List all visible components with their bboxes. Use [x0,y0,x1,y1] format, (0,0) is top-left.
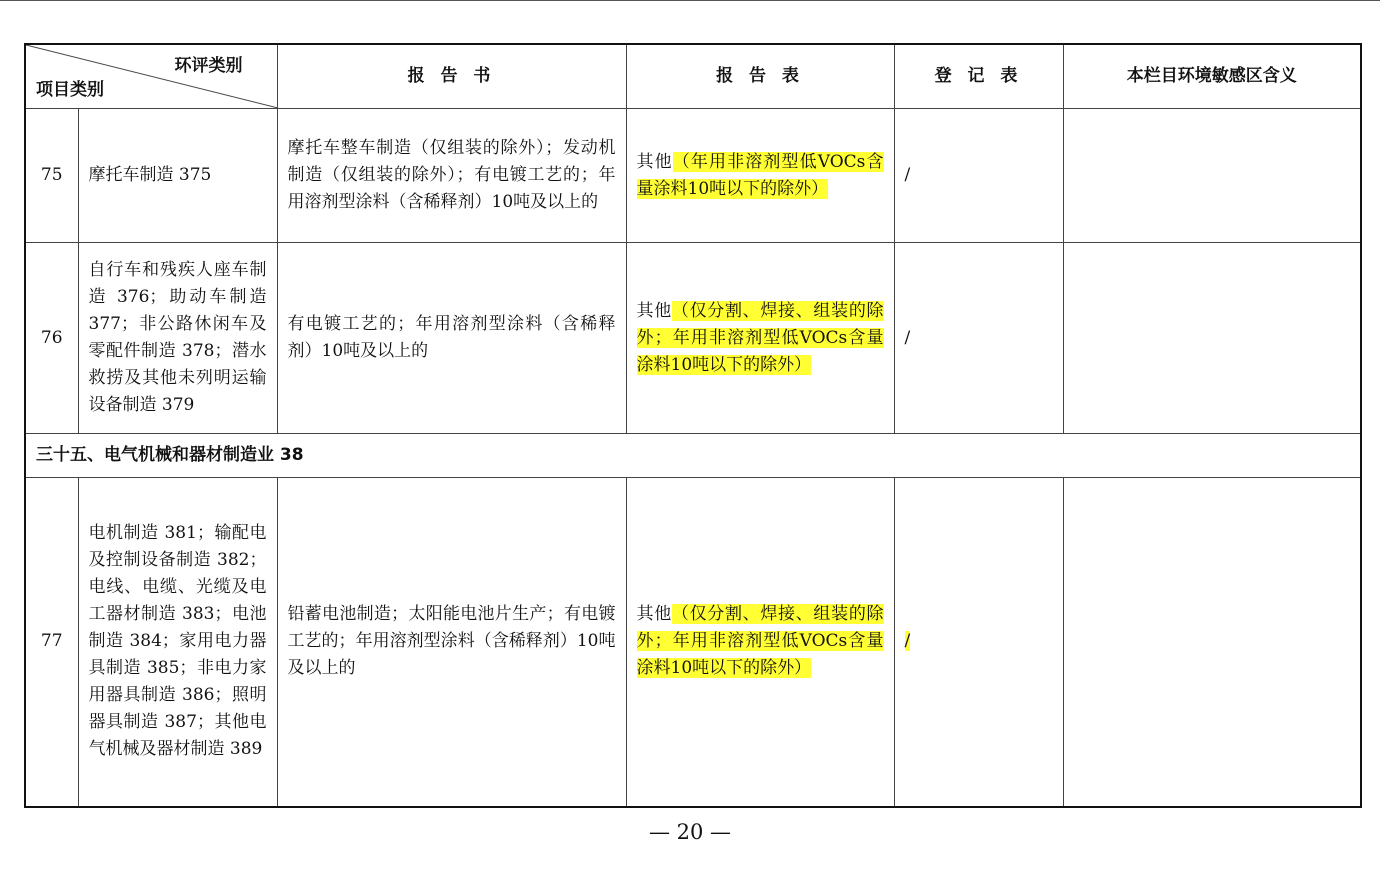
highlighted-text: （仅分割、焊接、组装的除外；年用非溶剂型低VOCs含量涂料10吨以下的除外） [636,300,884,375]
registration-form-value: / [894,243,1063,434]
header-sensitive-area: 本栏目环境敏感区含义 [1063,44,1361,109]
table-row [25,243,1361,434]
project-name: 摩托车制造 375 [78,109,277,243]
sensitive-area-value [1063,109,1361,243]
report-book-criteria: 摩托车整车制造（仅组装的除外）；发动机制造（仅组装的除外）；有电镀工艺的；年用溶剂型涂料（含稀释剂）10吨及以上的 [277,109,626,243]
diagonal-header-cell [25,44,277,109]
highlighted-text: （仅分割、焊接、组装的除外；年用非溶剂型低VOCs含量涂料10吨以下的除外） [636,604,884,679]
project-name: 自行车和残疾人座车制造 376；助动车制造 377；非公路休闲车及零配件制造 378；潜水救捞及其他未列明运输设备制造 379 [78,243,277,434]
section-row [25,434,1361,478]
report-book-criteria: 铅蓄电池制造；太阳能电池片生产；有电镀工艺的；年用溶剂型涂料（含稀释剂）10吨及以上的 [277,478,626,807]
report-form-criteria [626,243,894,434]
row-number: 77 [25,478,78,807]
table-header-row [25,44,1361,109]
classification-table [24,43,1362,808]
report-book-criteria: 有电镀工艺的；年用溶剂型涂料（含稀释剂）10吨及以上的 [277,243,626,434]
page-number: — 20 — [648,820,732,844]
sensitive-area-value [1063,243,1361,434]
report-form-prefix: 其他 [636,604,672,625]
report-form-prefix: 其他 [636,300,672,321]
report-form-criteria [626,478,894,807]
header-report-form: 报 告 表 [626,44,894,109]
registration-form-value: / [894,109,1063,243]
header-registration-form: 登 记 表 [894,44,1063,109]
table-row [25,109,1361,243]
report-form-prefix: 其他 [636,151,673,172]
table-row [25,478,1361,807]
row-number: 75 [25,109,78,243]
environment-category-label: 环评类别 [174,56,243,76]
highlighted-text: （年用非溶剂型低VOCs含量涂料10吨以下的除外） [636,151,884,199]
highlighted-slash: / [904,631,911,652]
registration-form-value [894,478,1063,807]
top-rule [0,0,1380,1]
sensitive-area-value [1063,478,1361,807]
project-name: 电机制造 381；输配电及控制设备制造 382；电线、电缆、光缆及电工器材制造 383；电池制造 384；家用电力器具制造 385；非电力家用器具制造 386；照明器具制造 387；其他电气机械及器材制造 389 [78,478,277,807]
section-title: 三十五、电气机械和器材制造业 38 [25,434,1361,478]
header-report-book: 报 告 书 [277,44,626,109]
row-number: 76 [25,243,78,434]
report-form-criteria [626,109,894,243]
project-category-label: 项目类别 [36,80,104,100]
